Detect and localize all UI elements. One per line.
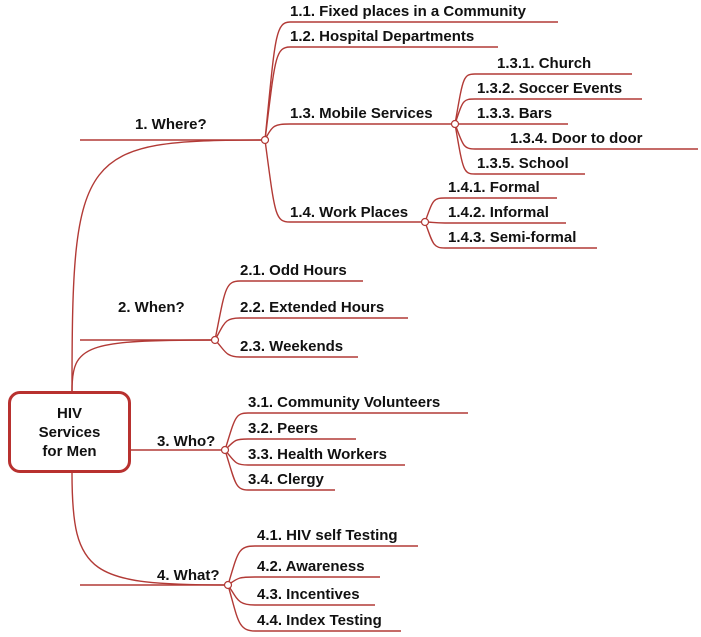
node-4-3-label: 4.3. Incentives	[257, 586, 360, 603]
node-1-2-label: 1.2. Hospital Departments	[290, 28, 475, 45]
branch-what-label: 4. What?	[157, 567, 220, 584]
node-1-4-3-label: 1.4.3. Semi-formal	[448, 229, 577, 246]
connector-root-when	[72, 340, 215, 391]
connector-1-2	[265, 47, 498, 140]
node-3-4-label: 3.4. Clergy	[248, 471, 324, 488]
connector-2-2	[215, 318, 408, 340]
node-1-3-1-label: 1.3.1. Church	[497, 55, 592, 72]
node-4-1-label: 4.1. HIV self Testing	[257, 527, 398, 544]
junction-what	[225, 582, 232, 589]
root-label: HIV Services for Men	[38, 404, 101, 460]
node-1-3-2-label: 1.3.2. Soccer Events	[477, 80, 623, 97]
node-2-1-label: 2.1. Odd Hours	[240, 262, 347, 279]
connector-1-4-2	[425, 222, 566, 223]
junction-where	[262, 137, 269, 144]
node-1-3-3-label: 1.3.3. Bars	[477, 105, 553, 122]
branch-where-label: 1. Where?	[135, 116, 207, 133]
node-4-4-label: 4.4. Index Testing	[257, 612, 382, 629]
branch-who-label: 3. Who?	[157, 433, 216, 450]
connector-4-2	[228, 577, 380, 585]
node-1-1-label: 1.1. Fixed places in a Community	[290, 3, 526, 20]
node-1-3-label: 1.3. Mobile Services	[290, 105, 433, 122]
node-1-4-label: 1.4. Work Places	[290, 204, 409, 221]
junction-1-3	[452, 121, 459, 128]
node-3-3-label: 3.3. Health Workers	[248, 446, 387, 463]
junction-1-4	[422, 219, 429, 226]
node-1-3-4-label: 1.3.4. Door to door	[510, 130, 643, 147]
node-1-3-5-label: 1.3.5. School	[477, 155, 569, 172]
node-3-2-label: 3.2. Peers	[248, 420, 319, 437]
node-2-2-label: 2.2. Extended Hours	[240, 299, 385, 316]
node-2-3-label: 2.3. Weekends	[240, 338, 344, 355]
node-1-4-2-label: 1.4.2. Informal	[448, 204, 549, 221]
branch-when-label: 2. When?	[118, 299, 185, 316]
node-3-1-label: 3.1. Community Volunteers	[248, 394, 441, 411]
junction-who	[222, 447, 229, 454]
junction-when	[212, 337, 219, 344]
connector-1-3	[265, 124, 455, 140]
node-1-4-1-label: 1.4.1. Formal	[448, 179, 540, 196]
node-4-2-label: 4.2. Awareness	[257, 558, 365, 575]
connector-root-where	[72, 140, 265, 391]
root-node	[8, 391, 131, 473]
